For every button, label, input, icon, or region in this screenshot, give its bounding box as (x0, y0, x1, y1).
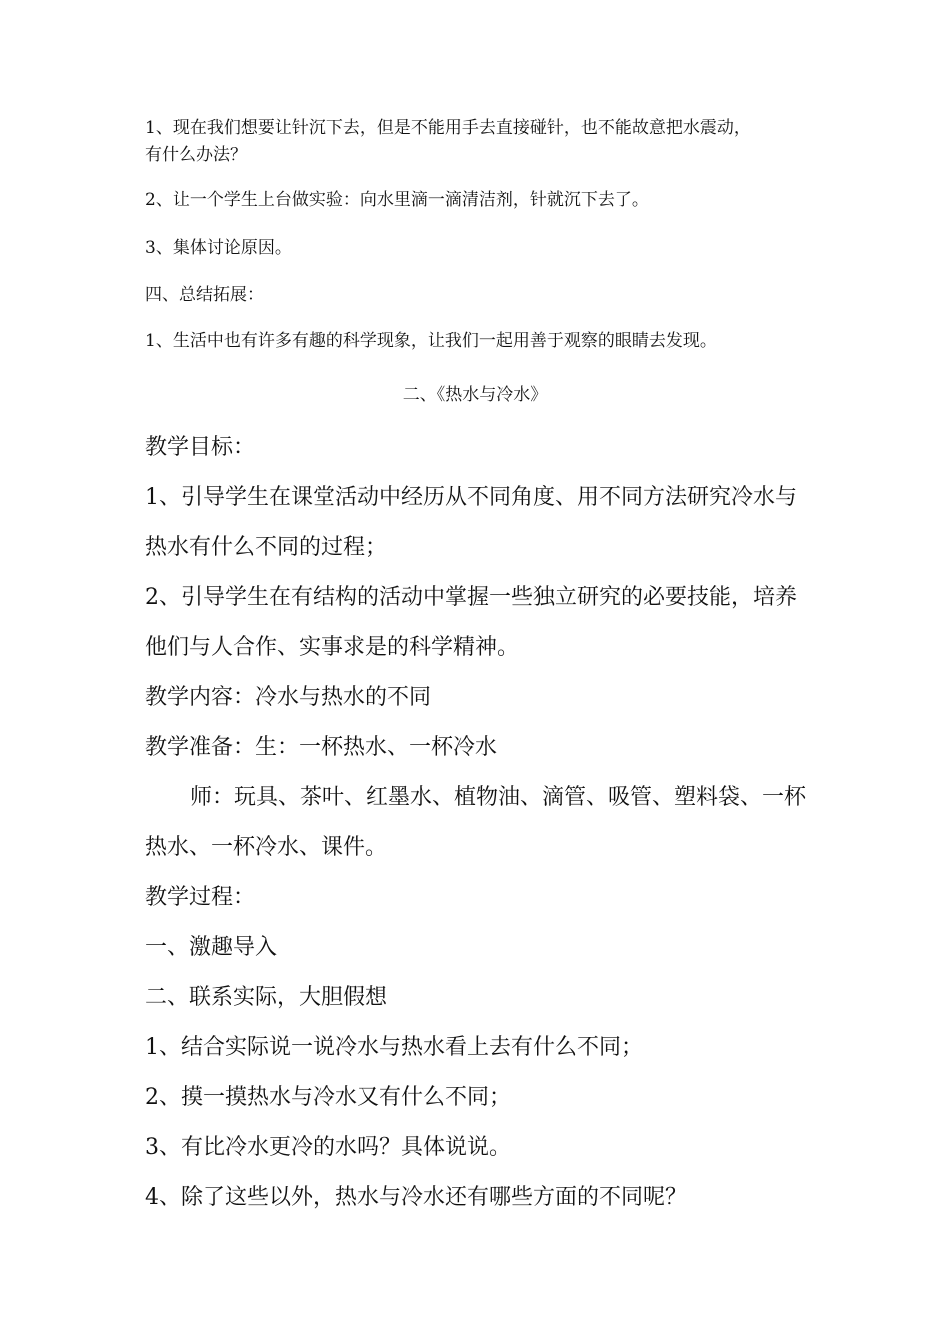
prep-students: 教学准备：生：一杯热水、一杯冷水 (145, 735, 498, 760)
prep-teacher-line2: 热水、一杯冷水、课件。 (145, 835, 388, 860)
goal2-line1: 2、引导学生在有结构的活动中掌握一些独立研究的必要技能，培养 (145, 585, 797, 610)
goals-heading: 教学目标： (145, 435, 256, 460)
teaching-content: 教学内容：冷水与热水的不同 (145, 685, 432, 710)
goal2-line2: 他们与人合作、实事求是的科学精神。 (145, 635, 520, 660)
item2: 2、让一个学生上台做实验：向水里滴一滴清洁剂，针就沉下去了。 (145, 190, 649, 210)
goal1-line1: 1、引导学生在课堂活动中经历从不同角度、用不同方法研究冷水与 (145, 485, 797, 510)
lesson-title: 二、《热水与冷水》 (402, 385, 548, 405)
process-heading: 教学过程： (145, 885, 256, 910)
prep-teacher-line1: 师：玩具、茶叶、红墨水、植物油、滴管、吸管、塑料袋、一杯 (190, 785, 807, 810)
section4-heading: 四、总结拓展： (145, 285, 264, 305)
step2: 二、联系实际，大胆假想 (145, 985, 388, 1010)
question3: 3、有比冷水更冷的水吗？具体说说。 (145, 1135, 511, 1160)
question4: 4、除了这些以外，热水与冷水还有哪些方面的不同呢？ (145, 1185, 687, 1210)
question1: 1、结合实际说一说冷水与热水看上去有什么不同； (145, 1035, 643, 1060)
item1-line2: 有什么办法？ (145, 145, 247, 165)
section4-item1: 1、生活中也有许多有趣的科学现象，让我们一起用善于观察的眼睛去发现。 (145, 331, 717, 351)
item1-line1: 1、现在我们想要让针沉下去，但是不能用手去直接碰针，也不能故意把水震动， (145, 118, 751, 138)
goal1-line2: 热水有什么不同的过程； (145, 535, 388, 560)
question2: 2、摸一摸热水与冷水又有什么不同； (145, 1085, 511, 1110)
step1: 一、激趣导入 (145, 935, 278, 960)
item3: 3、集体讨论原因。 (145, 238, 292, 258)
